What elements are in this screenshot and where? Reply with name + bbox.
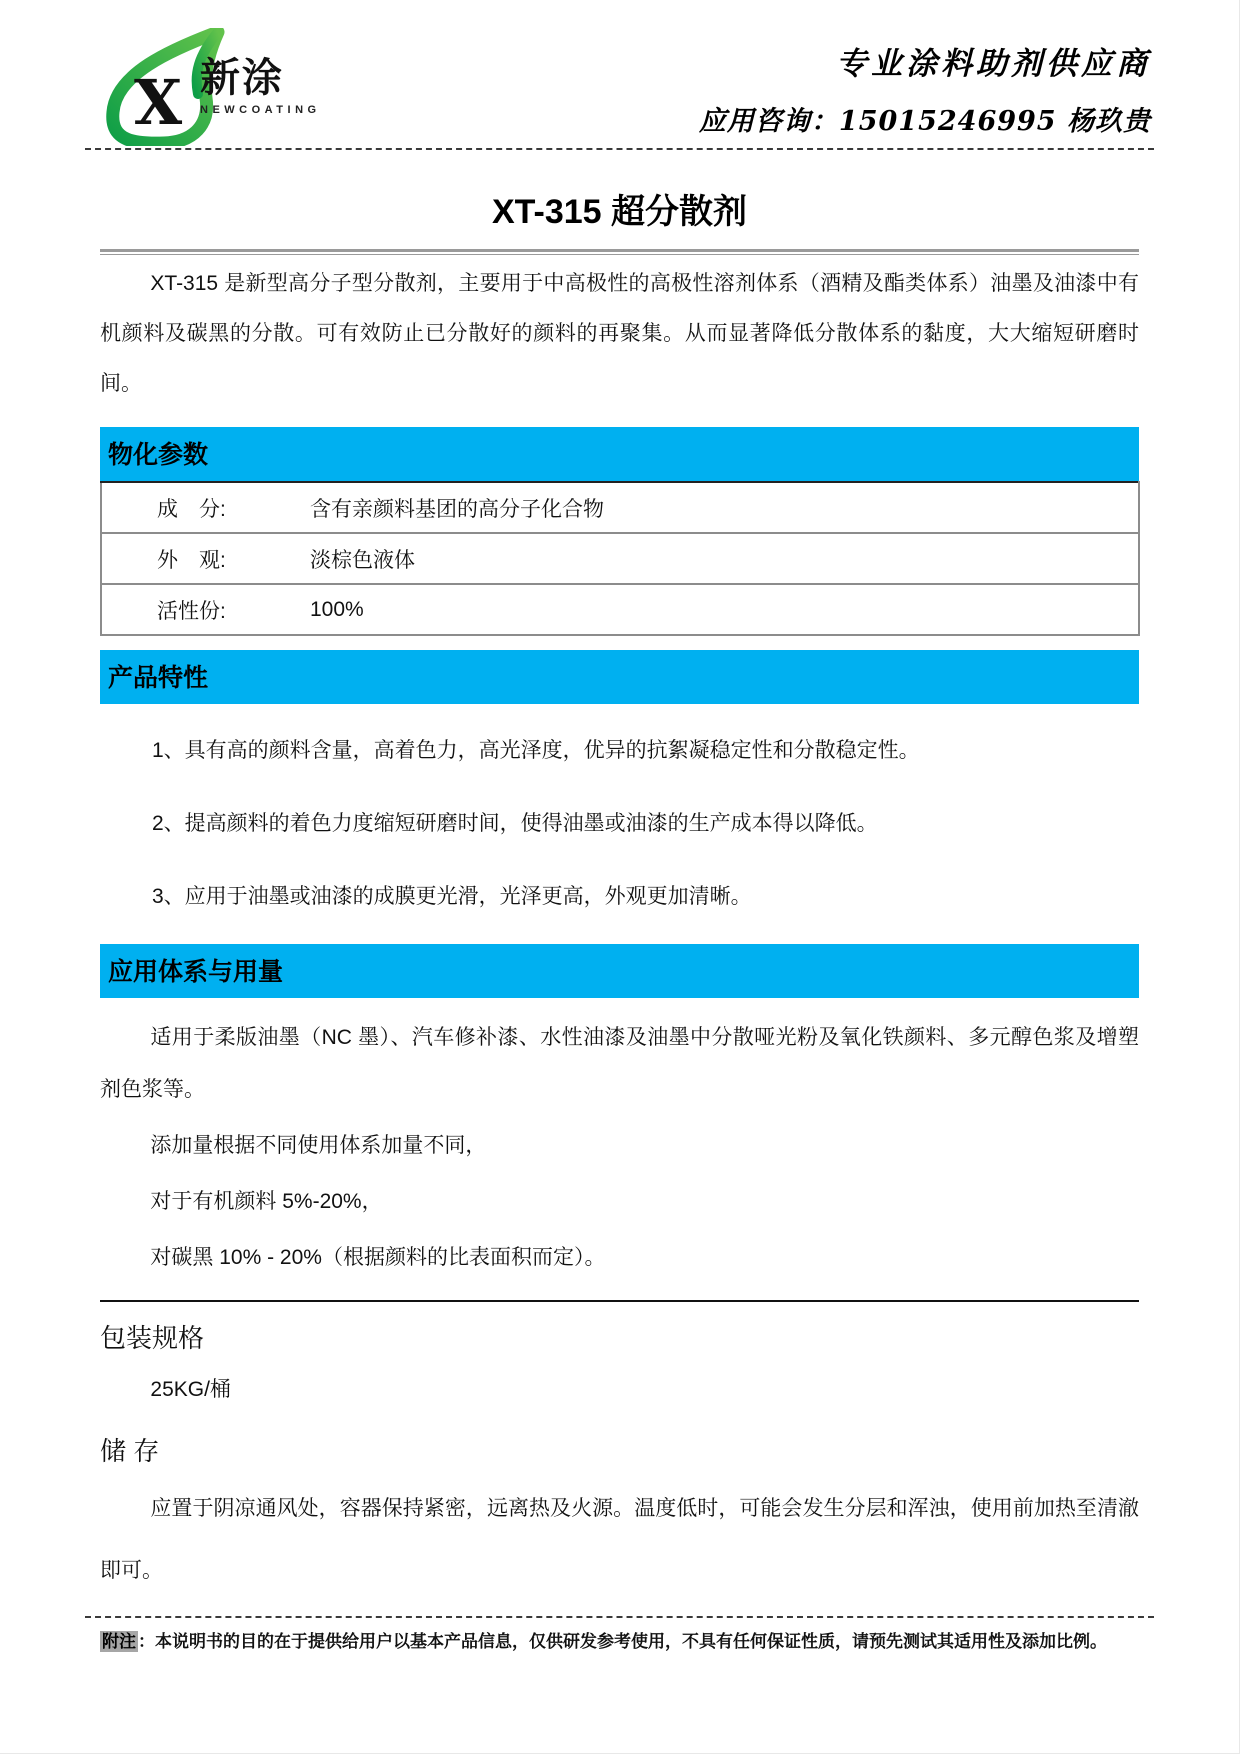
param-label: 外 观: — [101, 533, 308, 584]
logo-subtitle: NEWCOATING — [200, 104, 321, 116]
list-item: 3、应用于油墨或油漆的成膜更光滑，光泽更高，外观更加清晰。 — [152, 885, 752, 908]
page-footer — [85, 1616, 1154, 1658]
application-paragraph: 对于有机颜料 5%-20%， — [150, 1190, 383, 1213]
section-heading-features: 产品特性 — [100, 650, 1139, 704]
table-row — [101, 482, 1139, 533]
section-heading-physical: 物化参数 — [100, 427, 1139, 481]
param-value: 淡棕色液体 — [308, 533, 1139, 584]
list-item: 2、提高颜料的着色力度缩短研磨时间，使得油墨或油漆的生产成本得以降低。 — [152, 812, 878, 835]
page-title: XT-315 超分散剂 — [491, 193, 748, 231]
section-heading-storage: 储 存 — [100, 1436, 160, 1466]
param-value: 100% — [310, 597, 364, 621]
section-heading-application: 应用体系与用量 — [100, 944, 1139, 998]
company-logo — [98, 26, 398, 138]
section-heading-packaging: 包装规格 — [100, 1323, 205, 1353]
footer-note — [100, 1626, 1154, 1658]
param-label: 活性份: — [157, 599, 226, 623]
application-paragraph: 对碳黑 10% - 20%（根据颜料的比表面积而定）。 — [150, 1246, 606, 1269]
packaging-value: 25KG/桶 — [150, 1378, 231, 1401]
logo-company-name: 新涂 — [200, 56, 284, 100]
application-paragraph: 适用于柔版油墨（NC 墨）、汽车修补漆、水性油漆及油墨中分散哑光粉及氧化铁颜料、多元醇色浆及增塑剂色浆等。 — [100, 1026, 1139, 1101]
storage-paragraph: 应置于阴凉通风处，容器保持紧密，远离热及火源。温度低时，可能会发生分层和浑浊，使用前加热至清澈即可。 — [100, 1497, 1139, 1582]
note-label: 附注 — [102, 1632, 136, 1651]
supplier-tagline: 专业涂料助剂供应商 — [836, 46, 1151, 82]
note-text: ：本说明书的目的在于提供给用户以基本产品信息，仅供研发参考使用，不具有任何保证性质，请预先测试其适用性及添加比例。 — [138, 1632, 1107, 1651]
logo-text — [200, 58, 321, 116]
section-rule — [100, 1300, 1139, 1302]
logo-letter: X — [134, 66, 183, 139]
footer-divider — [85, 1616, 1154, 1618]
feature-list — [100, 725, 1139, 923]
param-label: 成 分: — [101, 482, 308, 533]
physical-parameters-table — [100, 481, 1140, 636]
list-item: 1、具有高的颜料含量，高着色力，高光泽度，优异的抗絮凝稳定性和分散稳定性。 — [152, 739, 920, 762]
application-paragraph: 添加量根据不同使用体系加量不同， — [150, 1134, 487, 1157]
title-divider — [100, 249, 1139, 255]
header-divider — [85, 148, 1154, 150]
header-right — [699, 26, 1151, 138]
table-row — [101, 584, 1139, 635]
table-row — [101, 533, 1139, 584]
intro-paragraph: XT-315 是新型高分子型分散剂，主要用于中高极性的高极性溶剂体系（酒精及酯类体系）油墨及油漆中有机颜料及碳黑的分散。可有效防止已分散好的颜料的再聚集。从而显著降低分散体系的黏度，大大缩短研磨时间。 — [100, 272, 1139, 395]
param-value: 含有亲颜料基团的高分子化合物 — [308, 482, 1139, 533]
contact-phone: 应用咨询：15015246995 杨玖贵 — [698, 106, 1151, 137]
page-header — [0, 0, 1239, 138]
